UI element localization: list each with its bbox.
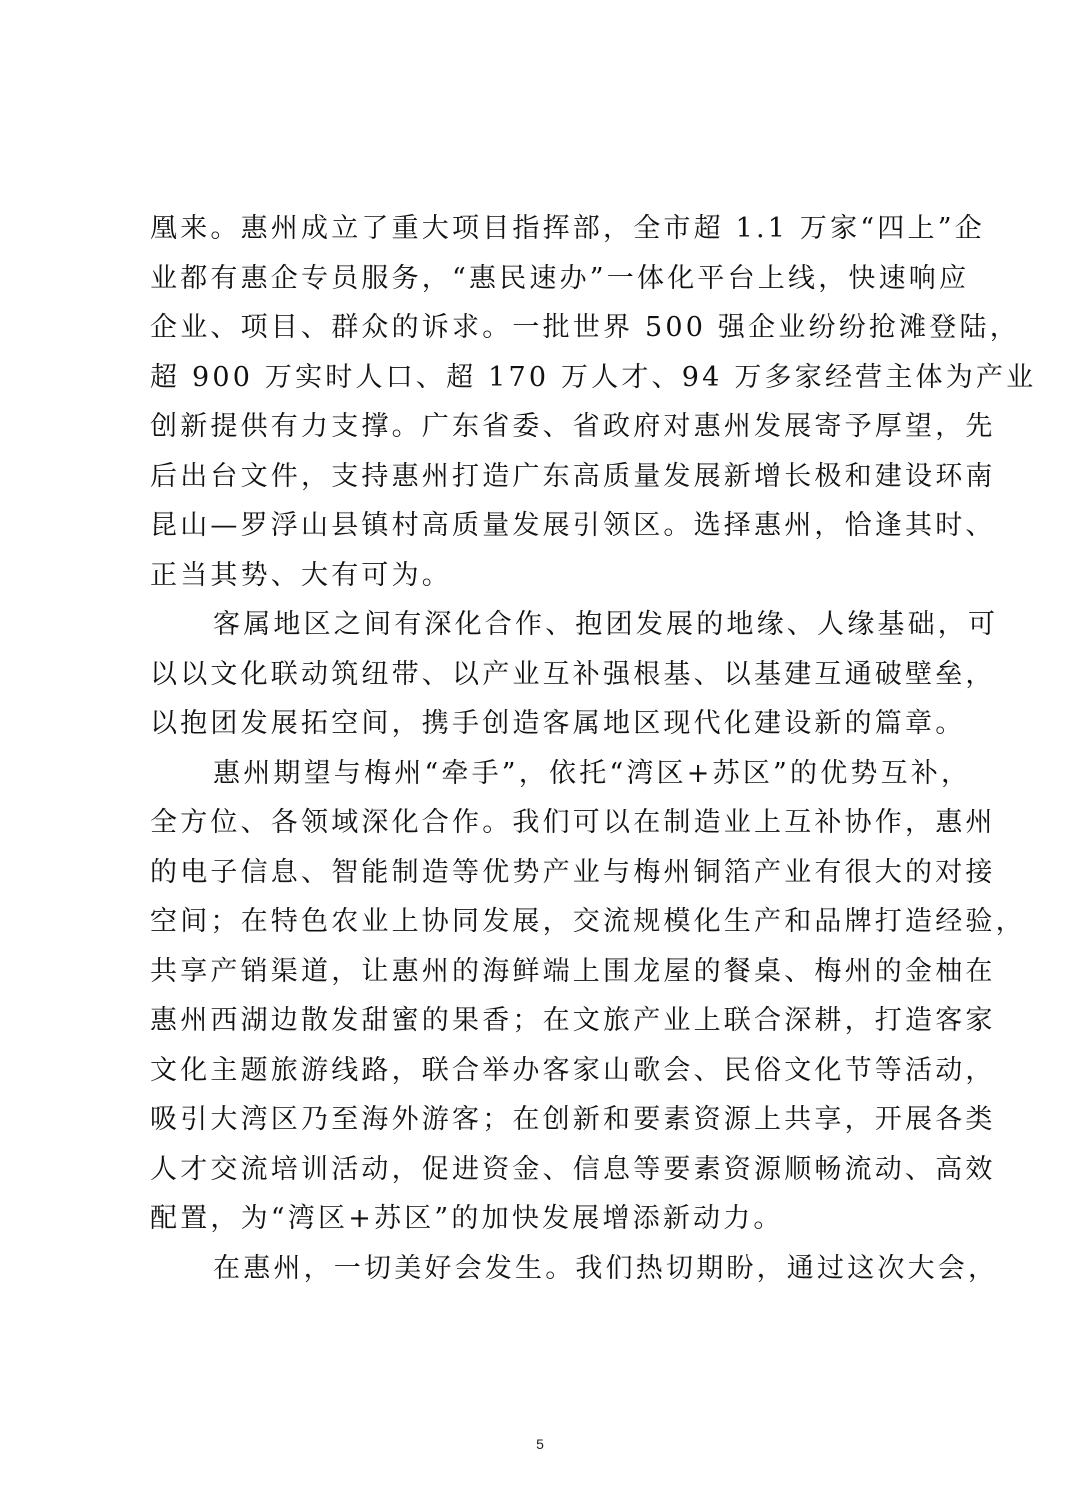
text-line: 空间；在特色农业上协同发展，交流规模化生产和品牌打造经验，: [150, 906, 1026, 937]
text-line: 人才交流培训活动，促进资金、信息等要素资源顺畅流动、高效: [150, 1153, 996, 1185]
body-text: [150, 204, 1037, 1293]
paragraph-start-line: 惠州期望与梅州“牵手”，依托“湾区+苏区”的优势互补，: [213, 757, 972, 789]
text-line: 惠州西湖边散发甜蜜的果香；在文旅产业上联合深耕，打造客家: [150, 1005, 996, 1036]
text-line: 共享产销渠道，让惠州的海鲜端上围龙屋的餐桌、梅州的金柚在: [150, 955, 996, 987]
paragraph-start-line: 在惠州，一切美好会发生。我们热切期盼，通过这次大会，: [213, 1252, 999, 1284]
text-line: 以抱团发展拓空间，携手创造客属地区现代化建设新的篇章。: [150, 708, 966, 739]
text-line: 后出台文件，支持惠州打造广东高质量发展新增长极和建设环南: [150, 460, 996, 492]
text-line: 全方位、各领域深化合作。我们可以在制造业上互补协作，惠州: [150, 807, 996, 838]
text-line: 昆山—罗浮山县镇村高质量发展引领区。选择惠州，恰逢其时、: [150, 510, 996, 541]
text-line: 的电子信息、智能制造等优势产业与梅州铜箔产业有很大的对接: [150, 856, 996, 888]
text-line: 以以文化联动筑纽带、以产业互补强根基、以基建互通破壁垒，: [150, 658, 996, 690]
text-line: 凰来。惠州成立了重大项目指挥部，全市超 1.1 万家“四上”企: [150, 213, 985, 244]
page-number: 5: [536, 1436, 544, 1452]
text-line: 企业、项目、群众的诉求。一批世界 500 强企业纷纷抢滩登陆，: [150, 312, 1020, 343]
text-line: 配置，为“湾区+苏区”的加快发展增添新动力。: [150, 1203, 784, 1234]
text-line: 业都有惠企专员服务，“惠民速办”一体化平台上线，快速响应: [150, 262, 970, 294]
text-line: 文化主题旅游线路，联合举办客家山歌会、民俗文化节等活动，: [150, 1054, 996, 1086]
text-line: 吸引大湾区乃至海外游客；在创新和要素资源上共享，开展各类: [150, 1104, 996, 1135]
text-line: 超 900 万实时人口、超 170 万人才、94 万多家经营主体为产业: [150, 361, 1037, 393]
text-line: 正当其势、大有可为。: [150, 559, 452, 591]
text-line: 创新提供有力支撑。广东省委、省政府对惠州发展寄予厚望，先: [150, 411, 996, 442]
paragraph-start-line: 客属地区之间有深化合作、抱团发展的地缘、人缘基础，可: [213, 609, 999, 640]
